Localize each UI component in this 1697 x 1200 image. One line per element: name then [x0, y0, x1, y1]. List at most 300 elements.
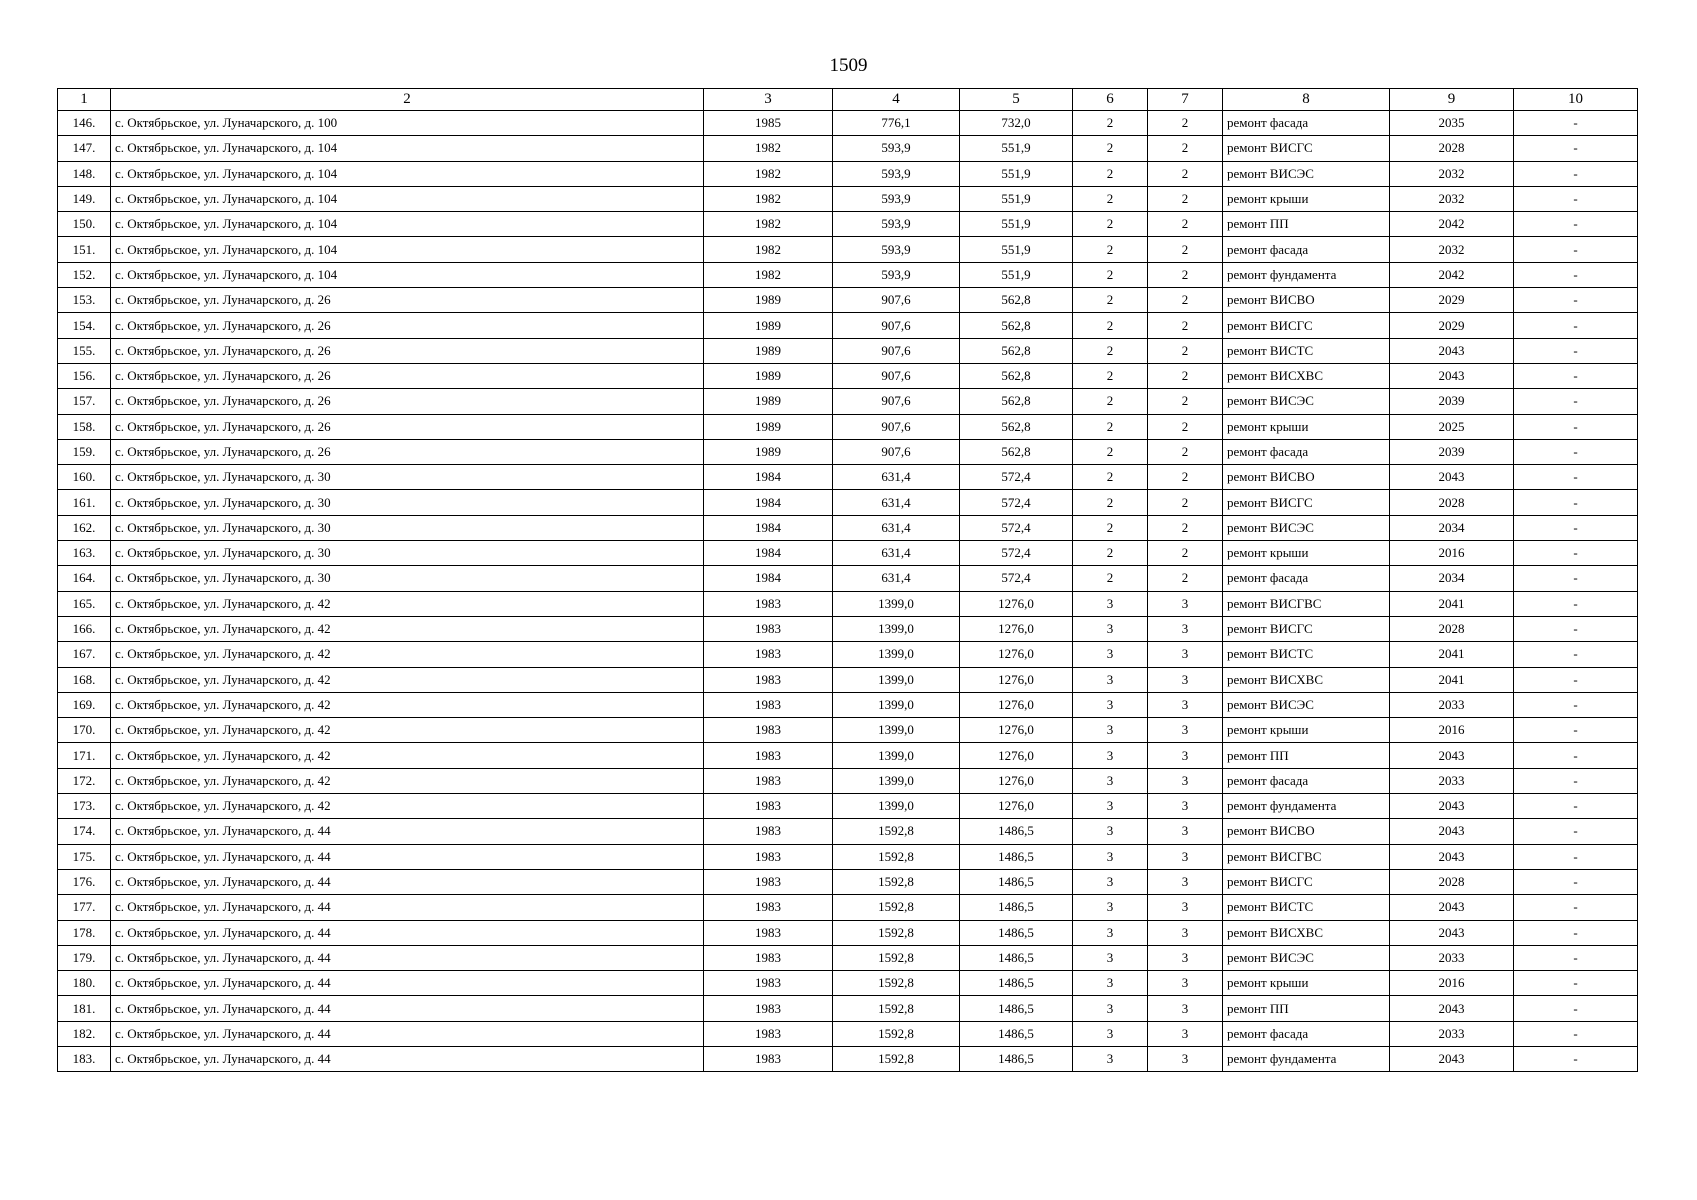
- cell-living-area: 1276,0: [960, 692, 1073, 717]
- cell-note: -: [1514, 313, 1638, 338]
- cell-floors: 2: [1073, 313, 1148, 338]
- cell-planned-year: 2043: [1390, 844, 1514, 869]
- cell-floors: 2: [1073, 541, 1148, 566]
- cell-total-area: 1592,8: [833, 1046, 960, 1071]
- cell-address: с. Октябрьское, ул. Луначарского, д. 44: [111, 1021, 704, 1046]
- cell-row-number: 157.: [58, 389, 111, 414]
- cell-living-area: 572,4: [960, 465, 1073, 490]
- column-header-2: 2: [111, 89, 704, 111]
- cell-total-area: 1592,8: [833, 920, 960, 945]
- cell-planned-year: 2028: [1390, 136, 1514, 161]
- cell-total-area: 631,4: [833, 541, 960, 566]
- cell-note: -: [1514, 541, 1638, 566]
- cell-entrances: 2: [1148, 363, 1223, 388]
- cell-row-number: 166.: [58, 616, 111, 641]
- cell-address: с. Октябрьское, ул. Луначарского, д. 42: [111, 692, 704, 717]
- cell-living-area: 551,9: [960, 161, 1073, 186]
- cell-total-area: 907,6: [833, 338, 960, 363]
- cell-entrances: 2: [1148, 490, 1223, 515]
- cell-floors: 3: [1073, 591, 1148, 616]
- cell-year-built: 1982: [704, 161, 833, 186]
- cell-year-built: 1984: [704, 515, 833, 540]
- cell-year-built: 1983: [704, 743, 833, 768]
- cell-row-number: 173.: [58, 794, 111, 819]
- cell-floors: 2: [1073, 111, 1148, 136]
- cell-year-built: 1984: [704, 541, 833, 566]
- cell-note: -: [1514, 971, 1638, 996]
- table-row: [58, 161, 1638, 186]
- cell-living-area: 1486,5: [960, 844, 1073, 869]
- cell-year-built: 1983: [704, 768, 833, 793]
- cell-planned-year: 2033: [1390, 945, 1514, 970]
- cell-work-type: ремонт ПП: [1223, 212, 1390, 237]
- cell-floors: 2: [1073, 212, 1148, 237]
- cell-planned-year: 2041: [1390, 591, 1514, 616]
- cell-address: с. Октябрьское, ул. Луначарского, д. 44: [111, 844, 704, 869]
- cell-floors: 3: [1073, 895, 1148, 920]
- cell-row-number: 165.: [58, 591, 111, 616]
- table-row: [58, 996, 1638, 1021]
- cell-note: -: [1514, 212, 1638, 237]
- cell-address: с. Октябрьское, ул. Луначарского, д. 44: [111, 819, 704, 844]
- cell-total-area: 593,9: [833, 136, 960, 161]
- table-row: [58, 945, 1638, 970]
- table-row: [58, 414, 1638, 439]
- cell-entrances: 2: [1148, 414, 1223, 439]
- cell-total-area: 907,6: [833, 288, 960, 313]
- cell-total-area: 1592,8: [833, 819, 960, 844]
- cell-year-built: 1984: [704, 490, 833, 515]
- cell-row-number: 168.: [58, 667, 111, 692]
- cell-work-type: ремонт ВИСВО: [1223, 288, 1390, 313]
- cell-planned-year: 2041: [1390, 642, 1514, 667]
- cell-living-area: 1276,0: [960, 768, 1073, 793]
- cell-note: -: [1514, 490, 1638, 515]
- cell-note: -: [1514, 819, 1638, 844]
- cell-planned-year: 2043: [1390, 743, 1514, 768]
- cell-address: с. Октябрьское, ул. Луначарского, д. 44: [111, 1046, 704, 1071]
- cell-total-area: 1399,0: [833, 591, 960, 616]
- cell-work-type: ремонт ВИСТС: [1223, 338, 1390, 363]
- cell-year-built: 1983: [704, 667, 833, 692]
- cell-note: -: [1514, 111, 1638, 136]
- cell-year-built: 1989: [704, 313, 833, 338]
- cell-work-type: ремонт ВИСВО: [1223, 465, 1390, 490]
- column-header-9: 9: [1390, 89, 1514, 111]
- cell-entrances: 3: [1148, 996, 1223, 1021]
- cell-year-built: 1985: [704, 111, 833, 136]
- table-row: [58, 895, 1638, 920]
- cell-note: -: [1514, 1021, 1638, 1046]
- cell-floors: 2: [1073, 262, 1148, 287]
- cell-planned-year: 2032: [1390, 186, 1514, 211]
- cell-planned-year: 2041: [1390, 667, 1514, 692]
- cell-planned-year: 2033: [1390, 768, 1514, 793]
- cell-year-built: 1989: [704, 288, 833, 313]
- cell-entrances: 3: [1148, 591, 1223, 616]
- cell-row-number: 146.: [58, 111, 111, 136]
- cell-entrances: 3: [1148, 971, 1223, 996]
- cell-address: с. Октябрьское, ул. Луначарского, д. 104: [111, 186, 704, 211]
- cell-living-area: 1276,0: [960, 591, 1073, 616]
- cell-work-type: ремонт ВИСТС: [1223, 895, 1390, 920]
- cell-row-number: 178.: [58, 920, 111, 945]
- cell-note: -: [1514, 945, 1638, 970]
- cell-year-built: 1983: [704, 895, 833, 920]
- cell-total-area: 593,9: [833, 186, 960, 211]
- cell-living-area: 1276,0: [960, 743, 1073, 768]
- cell-living-area: 1486,5: [960, 971, 1073, 996]
- table-row: [58, 591, 1638, 616]
- cell-row-number: 150.: [58, 212, 111, 237]
- cell-living-area: 562,8: [960, 288, 1073, 313]
- cell-row-number: 149.: [58, 186, 111, 211]
- cell-address: с. Октябрьское, ул. Луначарского, д. 42: [111, 616, 704, 641]
- cell-living-area: 572,4: [960, 566, 1073, 591]
- cell-work-type: ремонт ВИСХВС: [1223, 363, 1390, 388]
- cell-address: с. Октябрьское, ул. Луначарского, д. 44: [111, 971, 704, 996]
- cell-row-number: 153.: [58, 288, 111, 313]
- cell-living-area: 562,8: [960, 363, 1073, 388]
- cell-address: с. Октябрьское, ул. Луначарского, д. 104: [111, 212, 704, 237]
- cell-address: с. Октябрьское, ул. Луначарского, д. 26: [111, 288, 704, 313]
- cell-living-area: 562,8: [960, 389, 1073, 414]
- cell-planned-year: 2029: [1390, 313, 1514, 338]
- cell-year-built: 1984: [704, 566, 833, 591]
- cell-address: с. Октябрьское, ул. Луначарского, д. 104: [111, 237, 704, 262]
- cell-work-type: ремонт ВИСЭС: [1223, 389, 1390, 414]
- cell-planned-year: 2034: [1390, 566, 1514, 591]
- cell-note: -: [1514, 692, 1638, 717]
- cell-work-type: ремонт ВИСГС: [1223, 616, 1390, 641]
- cell-total-area: 631,4: [833, 490, 960, 515]
- cell-planned-year: 2016: [1390, 971, 1514, 996]
- table-row: [58, 288, 1638, 313]
- cell-entrances: 3: [1148, 692, 1223, 717]
- cell-entrances: 2: [1148, 136, 1223, 161]
- cell-year-built: 1983: [704, 996, 833, 1021]
- table-row: [58, 237, 1638, 262]
- cell-planned-year: 2016: [1390, 541, 1514, 566]
- cell-note: -: [1514, 161, 1638, 186]
- cell-floors: 2: [1073, 566, 1148, 591]
- cell-total-area: 593,9: [833, 212, 960, 237]
- cell-floors: 2: [1073, 288, 1148, 313]
- cell-work-type: ремонт ПП: [1223, 996, 1390, 1021]
- cell-total-area: 593,9: [833, 161, 960, 186]
- cell-entrances: 2: [1148, 338, 1223, 363]
- cell-year-built: 1982: [704, 186, 833, 211]
- cell-living-area: 1276,0: [960, 616, 1073, 641]
- cell-living-area: 572,4: [960, 541, 1073, 566]
- cell-floors: 2: [1073, 237, 1148, 262]
- cell-entrances: 2: [1148, 288, 1223, 313]
- cell-work-type: ремонт ВИСВО: [1223, 819, 1390, 844]
- table-row: [58, 794, 1638, 819]
- table-row: [58, 262, 1638, 287]
- cell-entrances: 2: [1148, 212, 1223, 237]
- page-number: 1509: [829, 55, 868, 76]
- cell-planned-year: 2042: [1390, 212, 1514, 237]
- cell-planned-year: 2042: [1390, 262, 1514, 287]
- cell-year-built: 1983: [704, 692, 833, 717]
- cell-floors: 2: [1073, 136, 1148, 161]
- cell-address: с. Октябрьское, ул. Луначарского, д. 30: [111, 541, 704, 566]
- cell-address: с. Октябрьское, ул. Луначарского, д. 42: [111, 642, 704, 667]
- cell-floors: 2: [1073, 186, 1148, 211]
- cell-note: -: [1514, 515, 1638, 540]
- cell-living-area: 1486,5: [960, 819, 1073, 844]
- cell-note: -: [1514, 389, 1638, 414]
- cell-entrances: 2: [1148, 439, 1223, 464]
- cell-note: -: [1514, 465, 1638, 490]
- cell-year-built: 1983: [704, 971, 833, 996]
- cell-note: -: [1514, 338, 1638, 363]
- cell-note: -: [1514, 237, 1638, 262]
- cell-work-type: ремонт ВИСЭС: [1223, 692, 1390, 717]
- cell-planned-year: 2033: [1390, 1021, 1514, 1046]
- cell-work-type: ремонт фундамента: [1223, 262, 1390, 287]
- cell-entrances: 3: [1148, 667, 1223, 692]
- cell-entrances: 2: [1148, 111, 1223, 136]
- cell-planned-year: 2016: [1390, 718, 1514, 743]
- cell-row-number: 167.: [58, 642, 111, 667]
- cell-year-built: 1982: [704, 237, 833, 262]
- table-row: [58, 869, 1638, 894]
- cell-note: -: [1514, 136, 1638, 161]
- cell-living-area: 562,8: [960, 338, 1073, 363]
- cell-living-area: 732,0: [960, 111, 1073, 136]
- cell-floors: 2: [1073, 490, 1148, 515]
- cell-row-number: 155.: [58, 338, 111, 363]
- cell-entrances: 3: [1148, 844, 1223, 869]
- cell-row-number: 172.: [58, 768, 111, 793]
- cell-entrances: 2: [1148, 541, 1223, 566]
- cell-row-number: 175.: [58, 844, 111, 869]
- column-header-10: 10: [1514, 89, 1638, 111]
- cell-work-type: ремонт ВИСГВС: [1223, 844, 1390, 869]
- cell-row-number: 154.: [58, 313, 111, 338]
- cell-year-built: 1989: [704, 439, 833, 464]
- cell-row-number: 177.: [58, 895, 111, 920]
- cell-row-number: 180.: [58, 971, 111, 996]
- cell-floors: 2: [1073, 465, 1148, 490]
- table-row: [58, 819, 1638, 844]
- cell-entrances: 3: [1148, 718, 1223, 743]
- table-row: [58, 920, 1638, 945]
- cell-work-type: ремонт фасада: [1223, 768, 1390, 793]
- cell-planned-year: 2043: [1390, 338, 1514, 363]
- table-row: [58, 515, 1638, 540]
- cell-entrances: 3: [1148, 895, 1223, 920]
- cell-work-type: ремонт фасада: [1223, 111, 1390, 136]
- column-header-7: 7: [1148, 89, 1223, 111]
- cell-living-area: 551,9: [960, 237, 1073, 262]
- cell-year-built: 1983: [704, 1046, 833, 1071]
- cell-total-area: 1592,8: [833, 895, 960, 920]
- cell-floors: 3: [1073, 819, 1148, 844]
- column-header-1: 1: [58, 89, 111, 111]
- cell-floors: 3: [1073, 920, 1148, 945]
- cell-year-built: 1982: [704, 262, 833, 287]
- cell-work-type: ремонт крыши: [1223, 971, 1390, 996]
- cell-row-number: 152.: [58, 262, 111, 287]
- cell-address: с. Октябрьское, ул. Луначарского, д. 44: [111, 895, 704, 920]
- cell-planned-year: 2043: [1390, 363, 1514, 388]
- cell-floors: 3: [1073, 718, 1148, 743]
- cell-total-area: 1592,8: [833, 1021, 960, 1046]
- cell-year-built: 1983: [704, 591, 833, 616]
- table-row: [58, 541, 1638, 566]
- table-row: [58, 971, 1638, 996]
- cell-note: -: [1514, 895, 1638, 920]
- cell-note: -: [1514, 768, 1638, 793]
- cell-planned-year: 2039: [1390, 389, 1514, 414]
- cell-entrances: 3: [1148, 920, 1223, 945]
- cell-row-number: 159.: [58, 439, 111, 464]
- cell-floors: 3: [1073, 869, 1148, 894]
- cell-address: с. Октябрьское, ул. Луначарского, д. 30: [111, 515, 704, 540]
- column-header-6: 6: [1073, 89, 1148, 111]
- cell-planned-year: 2028: [1390, 869, 1514, 894]
- cell-living-area: 572,4: [960, 515, 1073, 540]
- table-row: [58, 313, 1638, 338]
- cell-address: с. Октябрьское, ул. Луначарского, д. 26: [111, 313, 704, 338]
- cell-address: с. Октябрьское, ул. Луначарского, д. 42: [111, 667, 704, 692]
- cell-living-area: 551,9: [960, 136, 1073, 161]
- cell-floors: 3: [1073, 1021, 1148, 1046]
- cell-planned-year: 2025: [1390, 414, 1514, 439]
- cell-row-number: 156.: [58, 363, 111, 388]
- cell-planned-year: 2039: [1390, 439, 1514, 464]
- cell-work-type: ремонт ВИСТС: [1223, 642, 1390, 667]
- cell-planned-year: 2043: [1390, 996, 1514, 1021]
- cell-address: с. Октябрьское, ул. Луначарского, д. 42: [111, 794, 704, 819]
- cell-living-area: 1486,5: [960, 1021, 1073, 1046]
- cell-total-area: 1399,0: [833, 768, 960, 793]
- cell-entrances: 2: [1148, 566, 1223, 591]
- cell-address: с. Октябрьское, ул. Луначарского, д. 42: [111, 591, 704, 616]
- cell-year-built: 1983: [704, 844, 833, 869]
- cell-address: с. Октябрьское, ул. Луначарского, д. 104: [111, 262, 704, 287]
- cell-floors: 3: [1073, 642, 1148, 667]
- table-row: [58, 1046, 1638, 1071]
- table-row: [58, 389, 1638, 414]
- cell-total-area: 776,1: [833, 111, 960, 136]
- cell-note: -: [1514, 996, 1638, 1021]
- cell-year-built: 1982: [704, 212, 833, 237]
- cell-floors: 3: [1073, 743, 1148, 768]
- cell-row-number: 162.: [58, 515, 111, 540]
- table-row: [58, 768, 1638, 793]
- cell-year-built: 1989: [704, 414, 833, 439]
- cell-total-area: 631,4: [833, 465, 960, 490]
- table-row: [58, 667, 1638, 692]
- cell-floors: 3: [1073, 692, 1148, 717]
- cell-total-area: 907,6: [833, 389, 960, 414]
- cell-note: -: [1514, 920, 1638, 945]
- cell-floors: 2: [1073, 515, 1148, 540]
- cell-planned-year: 2043: [1390, 794, 1514, 819]
- cell-year-built: 1983: [704, 642, 833, 667]
- cell-floors: 3: [1073, 1046, 1148, 1071]
- cell-address: с. Октябрьское, ул. Луначарского, д. 44: [111, 920, 704, 945]
- cell-address: с. Октябрьское, ул. Луначарского, д. 26: [111, 338, 704, 363]
- cell-row-number: 169.: [58, 692, 111, 717]
- cell-floors: 2: [1073, 389, 1148, 414]
- cell-row-number: 174.: [58, 819, 111, 844]
- cell-work-type: ремонт крыши: [1223, 718, 1390, 743]
- cell-year-built: 1983: [704, 819, 833, 844]
- cell-total-area: 1592,8: [833, 971, 960, 996]
- cell-note: -: [1514, 743, 1638, 768]
- table-row: [58, 363, 1638, 388]
- cell-row-number: 161.: [58, 490, 111, 515]
- cell-living-area: 562,8: [960, 414, 1073, 439]
- cell-floors: 3: [1073, 844, 1148, 869]
- cell-entrances: 3: [1148, 616, 1223, 641]
- cell-row-number: 183.: [58, 1046, 111, 1071]
- cell-row-number: 170.: [58, 718, 111, 743]
- cell-address: с. Октябрьское, ул. Луначарского, д. 26: [111, 389, 704, 414]
- cell-living-area: 551,9: [960, 212, 1073, 237]
- cell-planned-year: 2043: [1390, 920, 1514, 945]
- cell-work-type: ремонт ВИСГС: [1223, 136, 1390, 161]
- cell-row-number: 171.: [58, 743, 111, 768]
- cell-floors: 3: [1073, 616, 1148, 641]
- table-body: [58, 111, 1638, 1072]
- cell-total-area: 1399,0: [833, 718, 960, 743]
- table-row: [58, 692, 1638, 717]
- table-row: [58, 566, 1638, 591]
- cell-work-type: ремонт крыши: [1223, 186, 1390, 211]
- cell-note: -: [1514, 288, 1638, 313]
- cell-floors: 2: [1073, 439, 1148, 464]
- cell-note: -: [1514, 642, 1638, 667]
- cell-entrances: 2: [1148, 161, 1223, 186]
- cell-total-area: 1399,0: [833, 667, 960, 692]
- cell-total-area: 1399,0: [833, 692, 960, 717]
- cell-year-built: 1989: [704, 338, 833, 363]
- cell-row-number: 151.: [58, 237, 111, 262]
- cell-work-type: ремонт фундамента: [1223, 1046, 1390, 1071]
- cell-living-area: 1276,0: [960, 667, 1073, 692]
- cell-work-type: ремонт ВИСХВС: [1223, 920, 1390, 945]
- cell-planned-year: 2043: [1390, 895, 1514, 920]
- cell-total-area: 1399,0: [833, 642, 960, 667]
- cell-address: с. Октябрьское, ул. Луначарского, д. 26: [111, 414, 704, 439]
- cell-entrances: 2: [1148, 313, 1223, 338]
- cell-total-area: 907,6: [833, 439, 960, 464]
- cell-living-area: 1486,5: [960, 895, 1073, 920]
- cell-floors: 2: [1073, 338, 1148, 363]
- cell-total-area: 1592,8: [833, 844, 960, 869]
- cell-total-area: 907,6: [833, 414, 960, 439]
- cell-year-built: 1989: [704, 363, 833, 388]
- cell-planned-year: 2043: [1390, 1046, 1514, 1071]
- cell-living-area: 1486,5: [960, 996, 1073, 1021]
- cell-row-number: 181.: [58, 996, 111, 1021]
- cell-note: -: [1514, 591, 1638, 616]
- cell-entrances: 2: [1148, 389, 1223, 414]
- cell-row-number: 176.: [58, 869, 111, 894]
- cell-total-area: 907,6: [833, 313, 960, 338]
- cell-work-type: ремонт ВИСГС: [1223, 869, 1390, 894]
- cell-floors: 2: [1073, 363, 1148, 388]
- cell-work-type: ремонт крыши: [1223, 414, 1390, 439]
- cell-address: с. Октябрьское, ул. Луначарского, д. 42: [111, 743, 704, 768]
- table-row: [58, 186, 1638, 211]
